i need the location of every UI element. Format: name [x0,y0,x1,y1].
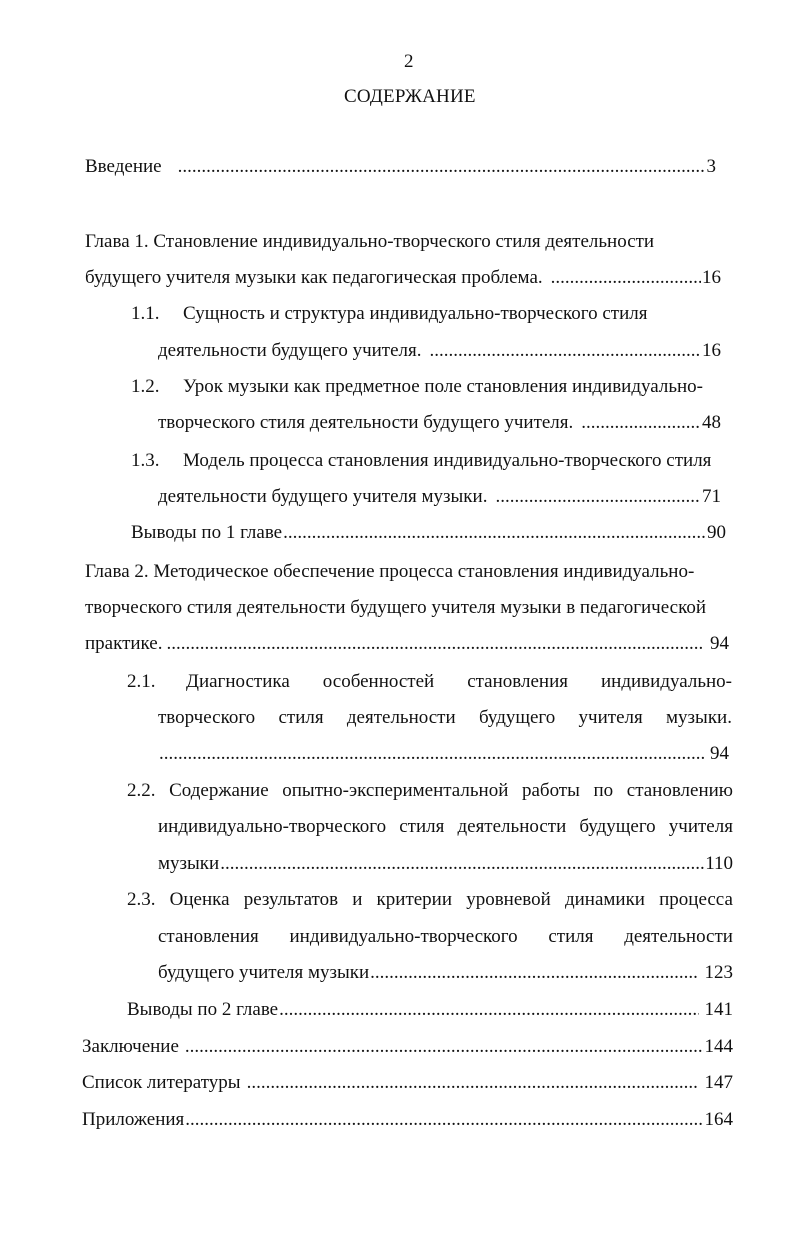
toc-entry-section-2-1 [158,742,729,766]
toc-label: Выводы по 2 главе [127,999,279,1020]
leader-dots [167,632,705,656]
toc-page: 3 [706,156,716,177]
word: динамики [564,889,645,910]
toc-label: будущего учителя музыки [158,962,370,983]
toc-section-2-3-line-2 [158,925,733,949]
toc-label: Приложения [82,1109,185,1130]
word: будущего [478,707,556,728]
toc-entry-section-2-3 [158,961,733,985]
leader-dots [495,485,701,509]
toc-page: 48 [702,412,721,433]
word: Диагностика [186,671,290,692]
leader-dots [247,1071,699,1095]
page-number: 2 [404,51,414,72]
toc-section-2-3-line-1 [127,888,733,912]
word: деятельности [346,707,456,728]
word: творческого [158,707,256,728]
toc-label: практике. [85,633,163,654]
word: индивидуально-творческого [158,816,387,837]
toc-page: 16 [702,267,721,288]
toc-chapter-2-line-1: Глава 2. Методическое обеспечение процесса становления индивидуально- [85,561,695,582]
toc-label: деятельности будущего учителя музыки. [158,486,488,507]
word: Оценка [169,889,230,910]
word: стиля [278,707,324,728]
toc-entry-section-1-3 [158,485,721,509]
word: стиля [399,816,445,837]
toc-page: 94 [710,633,729,654]
toc-section-1-2-line-1 [131,375,703,399]
toc-page: 94 [710,743,729,764]
toc-chapter-2-line-2: творческого стиля деятельности будущего учителя музыки в педагогической [85,597,706,618]
leader-dots [220,852,704,876]
toc-section-2-1-line-2 [158,706,732,730]
toc-entry-references [82,1071,733,1095]
leader-dots [159,742,704,766]
leader-dots [283,521,706,545]
leader-dots [370,961,698,985]
word: уровневой [466,889,551,910]
leader-dots [581,411,701,435]
toc-label: Выводы по 1 главе [131,522,283,543]
word: деятельности [457,816,567,837]
leader-dots [178,155,706,179]
toc-label: Список литературы [82,1072,241,1093]
toc-entry-conclusions-1 [131,521,726,545]
toc-entry-chapter-1 [85,266,721,290]
toc-entry-introduction [85,155,716,179]
section-title: Урок музыки как предметное поле становления индивидуально- [183,376,704,397]
leader-dots [551,266,701,290]
toc-entry-appendices [82,1108,733,1132]
toc-page: 90 [707,522,726,543]
toc-page: 141 [704,999,733,1020]
word: становления [467,671,568,692]
leader-dots [279,998,698,1022]
toc-page: 123 [704,962,733,983]
toc-entry-section-1-1 [158,339,721,363]
toc-label: будущего учителя музыки как педагогическая проблема. [85,267,543,288]
toc-section-2-1-line-1 [186,670,732,694]
section-title: Модель процесса становления индивидуально-творческого стиля [183,450,712,471]
leader-dots [185,1035,704,1059]
toc-entry-section-1-2 [158,411,721,435]
word: будущего [579,816,656,837]
toc-entry-conclusions-2 [127,998,733,1022]
word: индивидуально-творческого [289,926,518,947]
toc-section-2-2-line-2 [158,815,733,839]
section-number: 1.2. [131,376,160,397]
word: стиля [548,926,594,947]
toc-section-2-2-line-1: 2.2. Содержание опытно-экспериментальной работы по становлению [127,780,733,801]
leader-dots [185,1108,703,1132]
toc-chapter-1-line-1: Глава 1. Становление индивидуально-творческого стиля деятельности [85,231,655,252]
toc-section-2-1-number: 2.1. [127,671,156,692]
word: учителя [668,816,733,837]
section-number: 1.1. [131,303,160,324]
toc-page: 147 [704,1072,733,1093]
word: деятельности [624,926,733,947]
word: особенностей [322,671,435,692]
toc-label: Заключение [82,1036,179,1057]
word: результатов [243,889,339,910]
word: учителя [578,707,643,728]
word: критерии [376,889,453,910]
toc-label: музыки [158,853,220,874]
toc-page: 144 [704,1036,733,1057]
section-number: 1.3. [131,450,160,471]
toc-label: творческого стиля деятельности будущего учителя. [158,412,574,433]
page-title: СОДЕРЖАНИЕ [344,86,476,107]
toc-page: 110 [705,853,733,874]
toc-label: деятельности будущего учителя. [158,340,422,361]
word: и [352,889,363,910]
section-title: Сущность и структура индивидуально-творческого стиля [183,303,648,324]
toc-entry-conclusion [82,1035,733,1059]
word: индивидуально- [601,671,732,692]
word: 2.3. [127,889,156,910]
word: музыки. [666,707,732,728]
toc-page: 71 [702,486,721,507]
word: становления [158,926,259,947]
word: процесса [659,889,733,910]
toc-page: 164 [704,1109,733,1130]
toc-section-1-1-line-1 [131,302,647,326]
leader-dots [430,339,702,363]
toc-page: 16 [702,340,721,361]
toc-entry-section-2-2 [158,852,733,876]
toc-label: Введение [85,156,162,177]
toc-section-1-3-line-1 [131,449,711,473]
toc-entry-chapter-2 [85,632,729,656]
